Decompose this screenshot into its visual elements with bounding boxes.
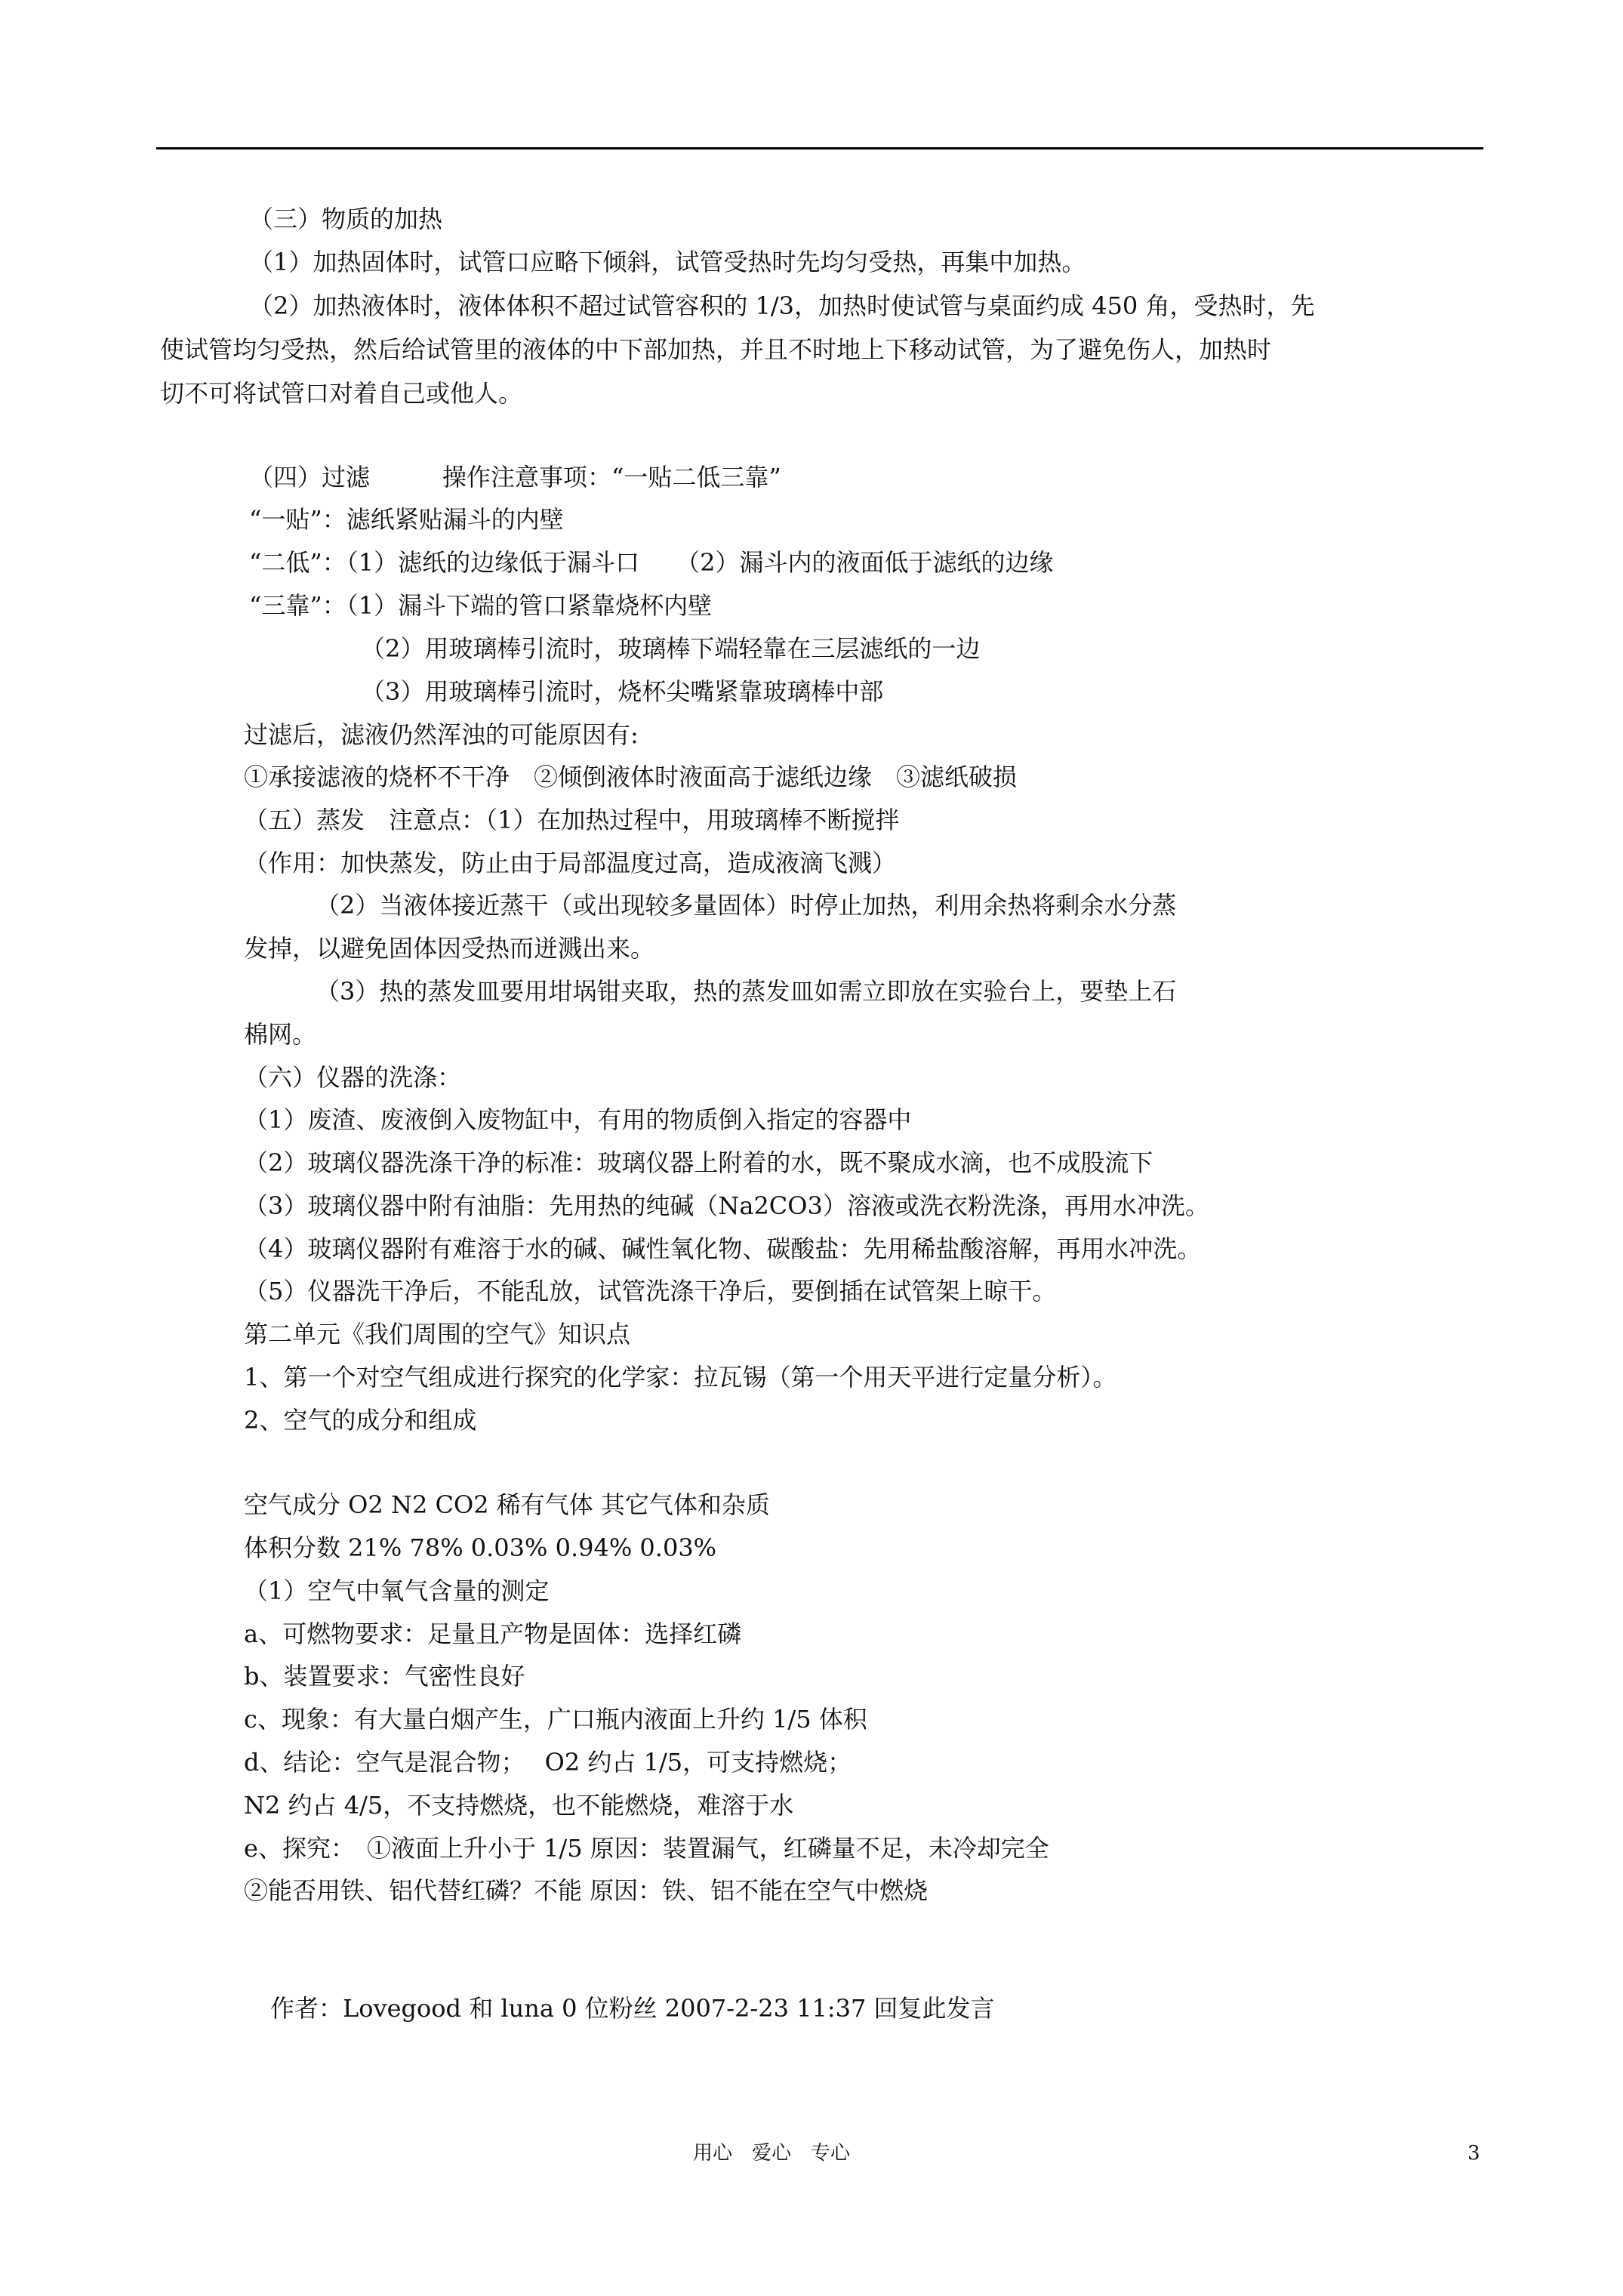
author-line: 作者：Lovegood 和 luna 0 位粉丝 2007-2-23 11:37 回复此发言	[270, 1994, 995, 2023]
text-line: 体积分数 21% 78% 0.03% 0.94% 0.03%	[244, 1533, 717, 1562]
text-line: 空气成分 O2 N2 CO2 稀有气体 其它气体和杂质	[244, 1490, 770, 1519]
text-line: b、装置要求：气密性良好	[244, 1662, 525, 1690]
text-line: （3）用玻璃棒引流时，烧杯尖嘴紧靠玻璃棒中部	[361, 677, 884, 706]
text-line: “二低”：（1）滤纸的边缘低于漏斗口 （2）漏斗内的液面低于滤纸的边缘	[249, 548, 1054, 577]
text-line: 切不可将试管口对着自己或他人。	[160, 379, 523, 408]
page-number: 3	[1467, 2142, 1480, 2165]
footer-motto: 用心 爱心 专心	[693, 2142, 851, 2165]
section-heading: （五）蒸发 注意点：（1）在加热过程中，用玻璃棒不断搅拌	[244, 806, 900, 834]
text-line: （5）仪器洗干净后，不能乱放，试管洗涤干净后，要倒插在试管架上晾干。	[244, 1277, 1057, 1305]
text-line: 使试管均匀受热，然后给试管里的液体的中下部加热，并且不时地上下移动试管，为了避免伤人，加热时	[160, 335, 1272, 364]
text-line: 发掉，以避免固体因受热而迸溅出来。	[244, 934, 655, 963]
text-line: （4）玻璃仪器附有难溶于水的碱、碱性氧化物、碳酸盐：先用稀盐酸溶解，再用水冲洗。	[244, 1234, 1202, 1263]
text-line: e、探究： ①液面上升小于 1/5 原因：装置漏气，红磷量不足，未冷却完全	[244, 1834, 1049, 1863]
text-line: （作用：加快蒸发，防止由于局部温度过高，造成液滴飞溅）	[244, 849, 897, 877]
text-line: c、现象：有大量白烟产生，广口瓶内液面上升约 1/5 体积	[244, 1705, 867, 1734]
text-line: （2）加热液体时，液体体积不超过试管容积的 1/3，加热时使试管与桌面约成 450 角，受热时，先	[249, 291, 1315, 320]
text-line: 1、第一个对空气组成进行探究的化学家：拉瓦锡（第一个用天平进行定量分析）。	[244, 1363, 1117, 1391]
section-heading: （三）物质的加热	[249, 205, 443, 233]
unit-title: 第二单元《我们周围的空气》知识点	[244, 1320, 631, 1348]
text-line: （2）当液体接近蒸干（或出现较多量固体）时停止加热，利用余热将剩余水分蒸	[316, 891, 1177, 920]
text-line: （3）玻璃仪器中附有油脂：先用热的纯碱（Na2CO3）溶液或洗衣粉洗涤，再用水冲洗。	[244, 1191, 1209, 1220]
section-heading: （四）过滤 操作注意事项：“一贴二低三靠”	[249, 463, 781, 492]
section-heading: （六）仪器的洗涤：	[244, 1063, 462, 1092]
text-line: 2、空气的成分和组成	[244, 1406, 477, 1435]
text-line: 棉网。	[244, 1020, 317, 1049]
text-line: “一贴”：滤纸紧贴漏斗的内壁	[249, 505, 564, 534]
header-rule	[156, 147, 1483, 149]
text-line: ②能否用铁、铝代替红磷？不能 原因：铁、铝不能在空气中燃烧	[244, 1876, 929, 1905]
text-line: N2 约占 4/5，不支持燃烧，也不能燃烧，难溶于水	[244, 1791, 794, 1820]
text-line: （1）废渣、废液倒入废物缸中，有用的物质倒入指定的容器中	[244, 1105, 912, 1134]
text-line: d、结论：空气是混合物； O2 约占 1/5，可支持燃烧；	[244, 1748, 852, 1777]
text-line: （2）用玻璃棒引流时，玻璃棒下端轻靠在三层滤纸的一边	[361, 634, 981, 663]
text-line: a、可燃物要求：足量且产物是固体：选择红磷	[244, 1620, 742, 1648]
text-line: ①承接滤液的烧杯不干净 ②倾倒液体时液面高于滤纸边缘 ③滤纸破损	[244, 763, 1018, 791]
text-line: （1）空气中氧气含量的测定	[244, 1576, 550, 1605]
text-line: 过滤后，滤液仍然浑浊的可能原因有:	[244, 720, 639, 749]
text-line: （2）玻璃仪器洗涤干净的标准：玻璃仪器上附着的水，既不聚成水滴，也不成股流下	[244, 1148, 1153, 1177]
text-line: （1）加热固体时，试管口应略下倾斜，试管受热时先均匀受热，再集中加热。	[249, 248, 1086, 276]
text-line: （3）热的蒸发皿要用坩埚钳夹取，热的蒸发皿如需立即放在实验台上，要垫上石	[316, 977, 1177, 1006]
text-line: “三靠”：（1）漏斗下端的管口紧靠烧杯内壁	[249, 591, 713, 620]
